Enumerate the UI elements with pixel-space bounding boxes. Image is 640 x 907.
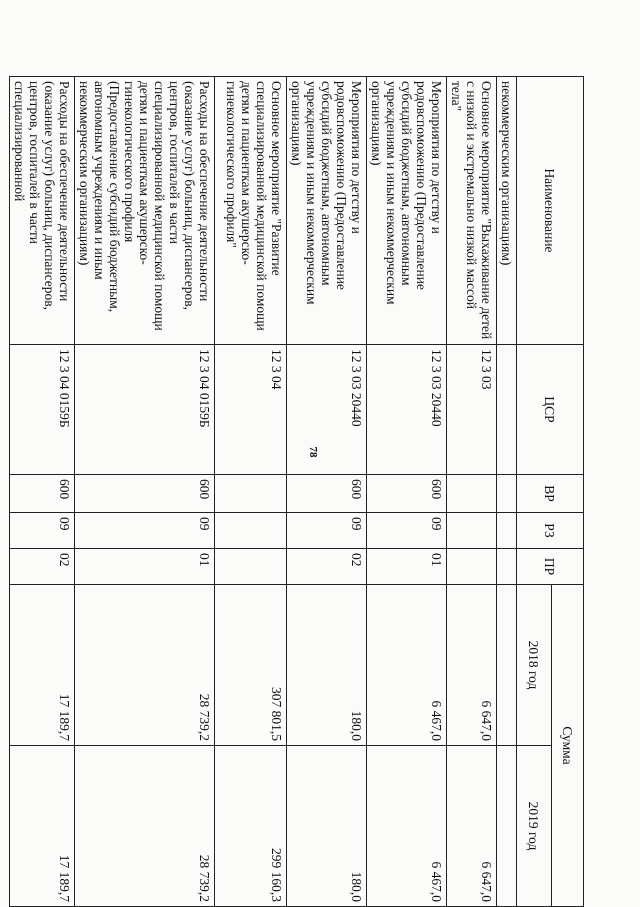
- header-name: Наименование: [517, 77, 584, 345]
- cell-csr: 12 3 03 20440: [367, 345, 447, 475]
- cell-vr: 600: [75, 475, 215, 513]
- table-row: [497, 77, 517, 907]
- cell-csr: 12 3 04: [215, 345, 287, 475]
- cell-sum-2018: 180,0: [287, 585, 367, 746]
- cell-vr: [215, 475, 287, 513]
- cell-rz: [215, 513, 287, 549]
- cell-csr: 12 3 03 20440: [287, 345, 367, 475]
- cell-csr: 12 3 03: [447, 345, 497, 475]
- cell-pr: 02: [10, 549, 75, 585]
- cell-sum-2019: 28 739,2: [75, 746, 215, 907]
- cell-sum-2018: 17 189,7: [10, 585, 75, 746]
- cell-vr: [497, 475, 517, 513]
- cell-sum-2019: 17 189,7: [10, 746, 75, 907]
- cell-sum-2019: 6 647,0: [447, 746, 497, 907]
- cell-name: Основное мероприятие "Развитие специализированной медицинской помощи детям и пациенткам акушерско-гинекологического профиля": [215, 77, 287, 345]
- cell-name: некоммерческим организациям): [497, 77, 517, 345]
- cell-sum-2018: 6 467,0: [367, 585, 447, 746]
- table-row: [367, 77, 447, 907]
- cell-sum-2018: 6 647,0: [447, 585, 497, 746]
- cell-vr: 600: [10, 475, 75, 513]
- header-csr: ЦСР: [517, 345, 584, 475]
- header-2019: 2019 год: [517, 746, 552, 907]
- cell-vr: 600: [287, 475, 367, 513]
- table-row: [75, 77, 215, 907]
- cell-vr: [447, 475, 497, 513]
- cell-vr: 600: [367, 475, 447, 513]
- header-rz: РЗ: [517, 513, 584, 549]
- cell-csr: 12 3 04 0159Б: [10, 345, 75, 475]
- cell-sum-2018: 307 801,5: [215, 585, 287, 746]
- cell-sum-2018: [497, 585, 517, 746]
- table-row: [287, 77, 367, 907]
- cell-csr: 12 3 04 0159Б: [75, 345, 215, 475]
- budget-table-container: [12, 76, 584, 906]
- cell-sum-2019: 299 160,3: [215, 746, 287, 907]
- cell-name: Мероприятия по детству и родовспоможению (Предоставление субсидий бюджетным, автономным учреждениям и иным некоммерческим организациям): [367, 77, 447, 345]
- cell-rz: 09: [287, 513, 367, 549]
- cell-sum-2019: 180,0: [287, 746, 367, 907]
- cell-pr: 01: [75, 549, 215, 585]
- cell-sum-2019: 6 467,0: [367, 746, 447, 907]
- cell-rz: 09: [75, 513, 215, 549]
- cell-rz: [447, 513, 497, 549]
- budget-table: [9, 76, 584, 907]
- cell-pr: [447, 549, 497, 585]
- header-2018: 2018 год: [517, 585, 552, 746]
- table-row: [10, 77, 75, 907]
- cell-name: Расходы на обеспечение деятельности (оказание услуг) больниц, диспансеров, центров, госпиталей в части специализированной: [10, 77, 75, 345]
- header-vr: ВР: [517, 475, 584, 513]
- cell-name: Расходы на обеспечение деятельности (оказание услуг) больниц, диспансеров, центров, госпиталей в части специализированной медицинской помощи детям и пациенткам акушерско-гинекологического профиля (Предоставление субсидий бюджетным, автономным учреждениям и иным некоммерческим организациям): [75, 77, 215, 345]
- page-number: 78: [307, 446, 319, 458]
- cell-pr: 01: [367, 549, 447, 585]
- cell-sum-2018: 28 739,2: [75, 585, 215, 746]
- cell-rz: 09: [367, 513, 447, 549]
- header-pr: ПР: [517, 549, 584, 585]
- cell-pr: [215, 549, 287, 585]
- cell-csr: [497, 345, 517, 475]
- cell-name: Основное мероприятие "Выхаживание детей с низкой и экстремально низкой массой тела": [447, 77, 497, 345]
- cell-rz: 09: [10, 513, 75, 549]
- cell-rz: [497, 513, 517, 549]
- cell-pr: 02: [287, 549, 367, 585]
- table-row: [447, 77, 497, 907]
- table-row: [215, 77, 287, 907]
- cell-pr: [497, 549, 517, 585]
- cell-name: Мероприятия по детству и родовспоможению (Предоставление субсидий бюджетным, автономным учреждениям и иным некоммерческим организациям): [287, 77, 367, 345]
- header-sum: Сумма: [552, 585, 584, 907]
- cell-sum-2019: [497, 746, 517, 907]
